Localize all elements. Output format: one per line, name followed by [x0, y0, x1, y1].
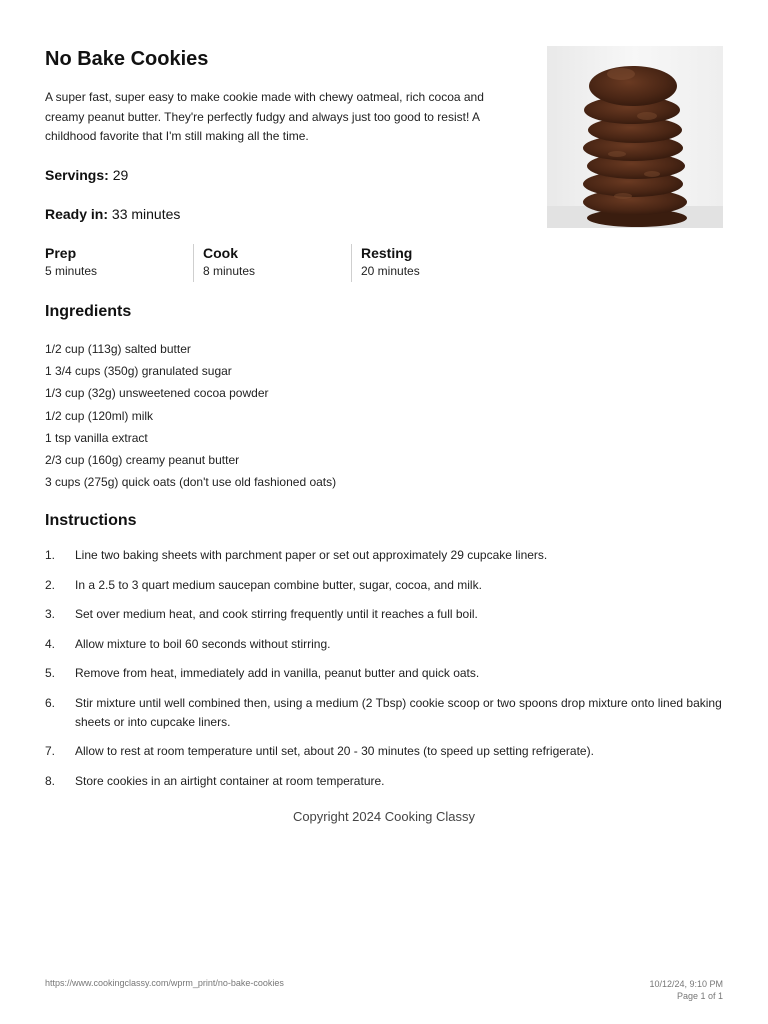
instruction-step	[45, 772, 723, 791]
ready-in-label: Ready in:	[45, 206, 109, 222]
step-number: 6.	[45, 695, 56, 710]
prep-time-value: 5 minutes	[45, 264, 98, 278]
servings-value: 29	[112, 167, 129, 183]
instruction-step	[45, 664, 723, 683]
instruction-step	[45, 635, 723, 654]
instructions-heading: Instructions	[45, 512, 137, 529]
cook-time-value: 8 minutes	[203, 264, 256, 278]
step-text: Remove from heat, immediately add in vanilla, peanut butter and quick oats.	[75, 666, 480, 680]
ingredient-item: 1 3/4 cups (350g) granulated sugar	[45, 364, 232, 379]
instruction-step	[45, 694, 723, 732]
time-breakdown	[45, 244, 525, 282]
cook-time-label: Cook	[203, 245, 238, 261]
step-text: Allow mixture to boil 60 seconds without stirring.	[75, 636, 331, 651]
ingredient-item: 1/2 cup (120ml) milk	[45, 408, 154, 423]
recipe-title: No Bake Cookies	[45, 48, 209, 70]
ingredient-item: 1/3 cup (32g) unsweetened cocoa powder	[45, 386, 269, 401]
footer-meta	[649, 978, 723, 1002]
cookie-stack-photo	[547, 46, 723, 228]
step-text: Set over medium heat, and cook stirring frequently until it reaches a full boil.	[75, 607, 478, 621]
recipe-print-page	[45, 0, 723, 1024]
ingredient-item: 1 tsp vanilla extract	[45, 430, 148, 445]
step-text: Stir mixture until well combined then, using a medium (2 Tbsp) cookie scoop or two spoons drop mixture onto lined baking sheets or into cupcake liners.	[75, 695, 722, 729]
step-text: In a 2.5 to 3 quart medium saucepan combine butter, sugar, cocoa, and milk.	[75, 577, 482, 592]
instruction-step	[45, 742, 723, 761]
instruction-step	[45, 546, 723, 565]
prep-time-label: Prep	[45, 245, 77, 261]
servings	[45, 166, 128, 184]
footer-url: https://www.cookingclassy.com/wprm_print/no-bake-cookies	[45, 978, 284, 988]
step-number: 8.	[45, 773, 56, 788]
ingredient-item: 2/3 cup (160g) creamy peanut butter	[45, 453, 240, 468]
cook-time	[193, 244, 351, 282]
step-number: 3.	[45, 607, 56, 621]
page-number: Page 1 of 1	[676, 991, 723, 1001]
step-text: Store cookies in an airtight container at room temperature.	[75, 773, 385, 788]
step-text: Allow to rest at room temperature until set, about 20 - 30 minutes (to speed up setting refrigerate).	[75, 744, 594, 758]
servings-label: Servings:	[45, 167, 109, 183]
ingredients-list	[45, 338, 336, 493]
step-number: 2.	[45, 577, 56, 592]
step-number: 4.	[45, 636, 56, 651]
ready-in-value: 33 minutes	[111, 206, 181, 222]
ingredients-heading: Ingredients	[45, 303, 132, 320]
recipe-summary: A super fast, super easy to make cookie made with chewy oatmeal, rich cocoa and creamy peanut butter. They're perfectly fudgy and always just too good to resist! A childhood favorite that I'm still making all the time.	[45, 90, 484, 143]
step-text: Line two baking sheets with parchment paper or set out approximately 29 cupcake liners.	[75, 548, 548, 562]
step-number: 7.	[45, 744, 56, 758]
resting-time-label: Resting	[361, 245, 413, 261]
ingredient-item: 3 cups (275g) quick oats (don't use old fashioned oats)	[45, 475, 337, 490]
prep-time	[45, 244, 193, 282]
instructions-list	[45, 546, 723, 801]
resting-time	[351, 244, 509, 282]
print-datetime: 10/12/24, 9:10 PM	[649, 979, 723, 989]
instruction-step	[45, 576, 723, 595]
ingredient-item: 1/2 cup (113g) salted butter	[45, 342, 191, 356]
copyright-notice: Copyright 2024 Cooking Classy	[292, 809, 476, 824]
instruction-step	[45, 605, 723, 624]
resting-time-value: 20 minutes	[361, 264, 420, 278]
cookie-stack-image	[547, 46, 723, 228]
ready-in	[45, 205, 180, 223]
step-number: 5.	[45, 666, 56, 680]
step-number: 1.	[45, 548, 56, 562]
